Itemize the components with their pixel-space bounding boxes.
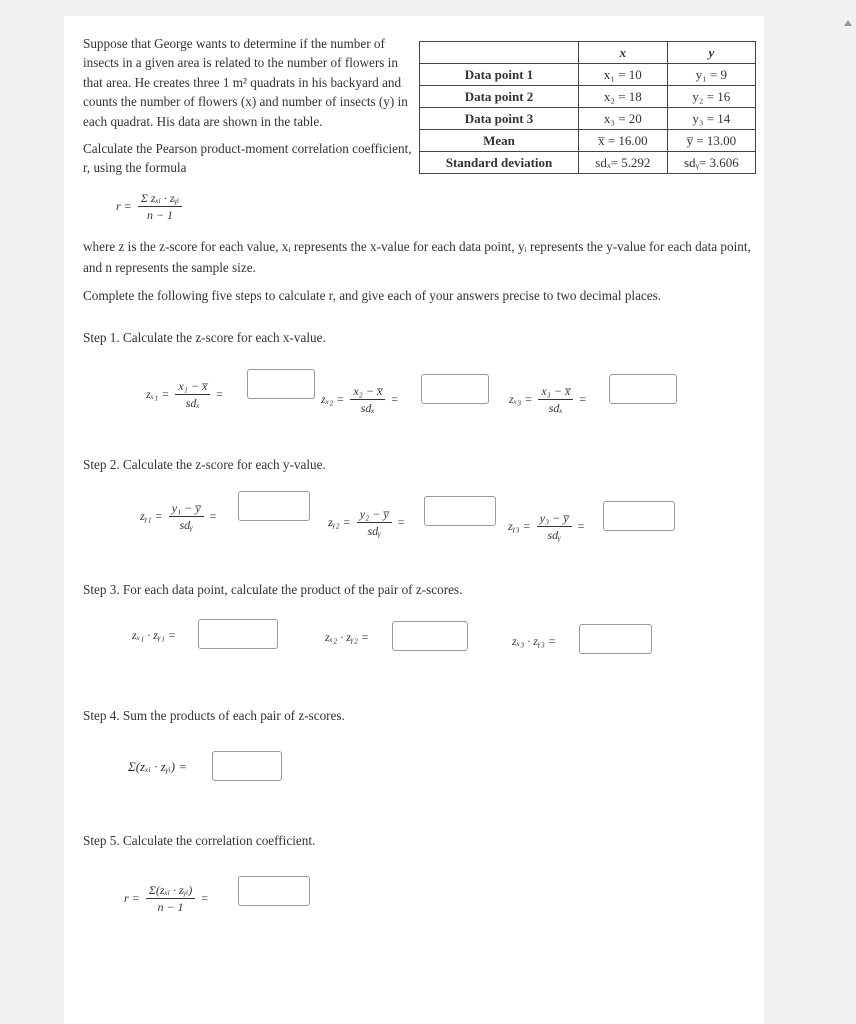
- equals-sign: =: [209, 509, 217, 523]
- cell-x: x₁ = 10: [579, 64, 668, 86]
- fraction-numerator: y₃ − y̅: [537, 510, 572, 527]
- zx3-equation: [509, 383, 586, 416]
- fraction-numerator: y₂ − y̅: [357, 506, 392, 523]
- answer-input-zx1[interactable]: [247, 369, 315, 399]
- equals-sign: =: [577, 519, 585, 533]
- cell-x: x₃ = 20: [579, 108, 668, 130]
- table-header-blank: [420, 42, 579, 64]
- answer-input-zx2[interactable]: [421, 374, 489, 404]
- table-row: [420, 64, 756, 86]
- answer-input-r[interactable]: [238, 876, 310, 906]
- equation-lhs: zₓ₁ · zᵧ₁ =: [132, 628, 176, 642]
- formula-numerator: Σ zₓᵢ · zᵧᵢ: [138, 190, 182, 207]
- equation-lhs: zₓ₂ · zᵧ₂ =: [325, 630, 369, 644]
- vertical-scrollbar[interactable]: [840, 0, 856, 1024]
- answer-input-sum[interactable]: [212, 751, 282, 781]
- scroll-up-icon[interactable]: [844, 20, 852, 26]
- equation-lhs: zₓ₁ =: [146, 387, 170, 401]
- table-row: [420, 108, 756, 130]
- equation-fraction: [169, 500, 204, 533]
- product-1-equation: [132, 628, 176, 643]
- equation-fraction: [175, 378, 210, 411]
- equals-sign: =: [391, 392, 399, 406]
- equation-lhs: zₓ₂ =: [321, 392, 345, 406]
- fraction-numerator: y₁ − y̅: [169, 500, 204, 517]
- step-1-label: Step 1. Calculate the z-score for each x-value.: [83, 330, 326, 345]
- fraction-denominator: sdᵧ: [367, 524, 381, 538]
- answer-input-zy2[interactable]: [424, 496, 496, 526]
- answer-input-zy1[interactable]: [238, 491, 310, 521]
- equation-lhs: zₓ₃ =: [509, 392, 533, 406]
- fraction-numerator: x₁ − x̅: [175, 378, 210, 395]
- table-row: [420, 86, 756, 108]
- row-label: Data point 3: [420, 108, 579, 130]
- fraction-denominator: sdᵧ: [547, 528, 561, 542]
- correlation-equation: [124, 882, 208, 915]
- cell-x: sdₓ= 5.292: [579, 152, 668, 174]
- table-row: [420, 130, 756, 152]
- step-5-label: Step 5. Calculate the correlation coefficient.: [83, 833, 316, 848]
- equation-fraction: [538, 383, 573, 416]
- zx2-equation: [321, 383, 398, 416]
- step-3-label: Step 3. For each data point, calculate the product of the pair of z-scores.: [83, 582, 463, 597]
- sum-equation: [128, 759, 187, 775]
- row-label: Standard deviation: [420, 152, 579, 174]
- formula-denominator: n − 1: [146, 208, 174, 222]
- zy3-equation: [508, 510, 584, 543]
- answer-input-zx3[interactable]: [609, 374, 677, 404]
- answer-input-product-3[interactable]: [579, 624, 652, 654]
- equals-sign: =: [579, 392, 587, 406]
- answer-input-product-2[interactable]: [392, 621, 468, 651]
- step-2-label: Step 2. Calculate the z-score for each y-value.: [83, 457, 326, 472]
- fraction-numerator: Σ(zₓᵢ · zᵧᵢ): [146, 882, 195, 899]
- product-3-equation: [512, 634, 556, 649]
- zy1-equation: [140, 500, 216, 533]
- formula-intro-paragraph: Calculate the Pearson product-moment correlation coefficient, r, using the formula: [83, 141, 412, 176]
- table-header-row: [420, 42, 756, 64]
- fraction-denominator: n − 1: [157, 900, 184, 914]
- fraction-denominator: sdₓ: [548, 401, 563, 415]
- zx1-equation: [146, 378, 223, 411]
- equals-sign: =: [216, 387, 224, 401]
- fraction-denominator: sdₓ: [185, 396, 200, 410]
- equation-lhs: zᵧ₁ =: [140, 509, 163, 523]
- equals-sign: =: [201, 891, 208, 905]
- fraction-denominator: sdᵧ: [179, 518, 193, 532]
- correlation-formula: [116, 190, 182, 223]
- fraction-numerator: x₂ − x̅: [350, 383, 385, 400]
- cell-y: sdᵧ= 3.606: [667, 152, 755, 174]
- table-row: [420, 152, 756, 174]
- equation-fraction: [537, 510, 572, 543]
- fraction-numerator: x₃ − x̅: [538, 383, 573, 400]
- formula-lhs: r =: [116, 199, 132, 213]
- data-table: [419, 41, 756, 174]
- cell-y: y₁ = 9: [667, 64, 755, 86]
- where-paragraph: where z is the z-score for each value, xᵢ represents the x-value for each data point, yᵢ represents the y-value for each data point, and n represents the sample size.: [83, 239, 751, 275]
- intro-text: [83, 34, 413, 178]
- equation-lhs: r =: [124, 891, 140, 905]
- answer-input-product-1[interactable]: [198, 619, 278, 649]
- row-label: Data point 2: [420, 86, 579, 108]
- fraction-denominator: sdₓ: [360, 401, 375, 415]
- cell-x: x̅ = 16.00: [579, 130, 668, 152]
- table-header-y: y: [667, 42, 755, 64]
- cell-y: y₂ = 16: [667, 86, 755, 108]
- equation-lhs: Σ(zₓᵢ · zᵧᵢ) =: [128, 759, 188, 774]
- equation-lhs: zₓ₃ · zᵧ₃ =: [512, 634, 556, 648]
- zy2-equation: [328, 506, 404, 539]
- row-label: Data point 1: [420, 64, 579, 86]
- formula-fraction: [138, 190, 182, 223]
- intro-paragraph: Suppose that George wants to determine if the number of insects in a given area is related to the number of flowers in that area. He creates three 1 m² quadrats in his backyard and counts the number of flowers (x) and number of insects (y) in each quadrat. His data are shown in the table.: [83, 36, 408, 129]
- cell-x: x₂ = 18: [579, 86, 668, 108]
- table-header-x: x: [579, 42, 668, 64]
- row-label: Mean: [420, 130, 579, 152]
- cell-y: y₃ = 14: [667, 108, 755, 130]
- answer-input-zy3[interactable]: [603, 501, 675, 531]
- equation-lhs: zᵧ₂ =: [328, 515, 351, 529]
- equation-fraction: [146, 882, 195, 915]
- instructions-paragraph: Complete the following five steps to calculate r, and give each of your answers precise to two decimal places.: [83, 288, 662, 303]
- equation-fraction: [350, 383, 385, 416]
- equation-fraction: [357, 506, 392, 539]
- step-4-label: Step 4. Sum the products of each pair of z-scores.: [83, 708, 345, 723]
- equals-sign: =: [397, 515, 405, 529]
- product-2-equation: [325, 630, 369, 645]
- cell-y: y̅ = 13.00: [667, 130, 755, 152]
- equation-lhs: zᵧ₃ =: [508, 519, 531, 533]
